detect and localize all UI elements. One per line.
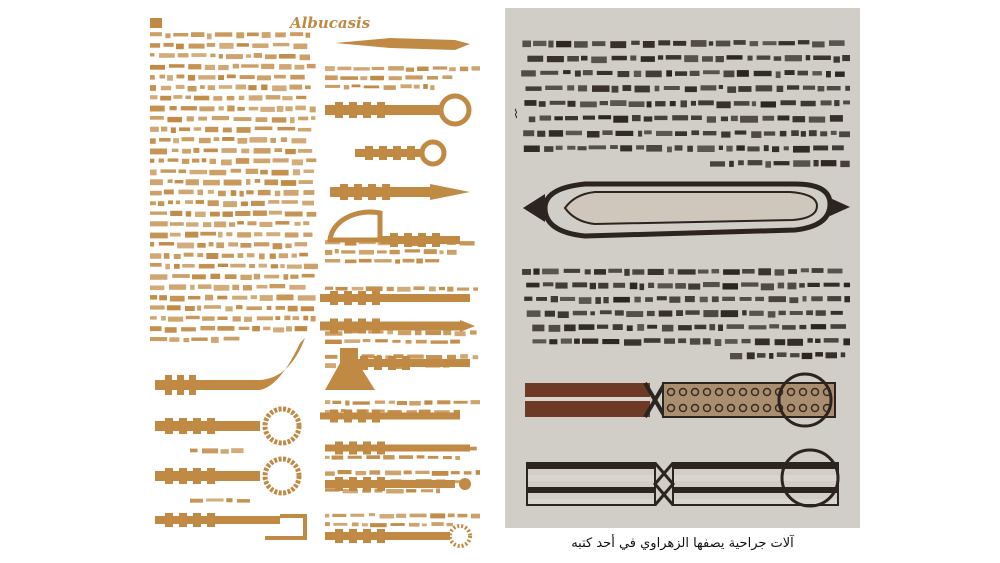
caption-text	[325, 339, 460, 344]
figure-label	[190, 498, 250, 503]
instrument-collar	[390, 233, 398, 247]
hook-drawing	[155, 513, 280, 527]
instrument-collar	[344, 410, 352, 423]
folio-mark	[150, 18, 162, 28]
text-line	[150, 116, 315, 123]
instrument-collar	[344, 291, 352, 305]
heading-lettering: Albucasis	[290, 14, 371, 32]
text-line	[150, 53, 310, 60]
instrument-collar	[340, 184, 348, 200]
instrument-collar	[418, 233, 426, 247]
rod-ornamented-section	[663, 383, 835, 417]
probe-drawing	[320, 291, 470, 305]
margin-mark: ⌇	[513, 107, 519, 121]
text-line	[150, 232, 313, 239]
instrument-collar	[358, 410, 366, 423]
instrument-collar	[335, 442, 343, 455]
instrument-collar	[372, 319, 380, 334]
instrument-shaft	[325, 480, 455, 488]
image-caption: آلات جراحية يصفها الزهراوي في أحد كتبه	[571, 536, 794, 551]
caption-text	[325, 75, 452, 80]
caption-text	[325, 259, 439, 264]
text-line	[150, 179, 313, 186]
text-line	[150, 274, 315, 280]
scalpel-drawing	[335, 38, 470, 50]
instrument-collar	[179, 418, 187, 434]
instrument-collar	[349, 529, 357, 543]
text-line	[150, 211, 316, 218]
instrument-collar	[207, 513, 215, 527]
ring-probe-drawing-2	[355, 146, 420, 160]
needle-drawing-3	[325, 477, 455, 491]
latin-page-illustration	[140, 8, 492, 556]
instrument-shaft	[155, 516, 280, 524]
caption-text	[325, 249, 457, 255]
caption-text	[325, 470, 480, 476]
instrument-collar	[349, 442, 357, 455]
instrument-collar	[179, 468, 187, 484]
text-line	[150, 127, 311, 134]
instrument-collar	[179, 513, 187, 527]
text-line	[150, 200, 314, 207]
lancet-tip	[430, 184, 470, 200]
instrument-collar	[360, 356, 368, 370]
text-line	[150, 316, 316, 322]
text-line	[150, 305, 314, 311]
instrument-shaft	[320, 322, 460, 331]
double-rod-line	[527, 475, 655, 481]
lancet-drawing	[330, 184, 430, 200]
instrument-collar	[365, 146, 373, 160]
instrument-collar	[404, 233, 412, 247]
blade-collar	[165, 375, 172, 395]
text-line	[150, 253, 308, 260]
text-line	[150, 263, 318, 269]
needle-drawing-4	[325, 529, 450, 543]
instrument-collar	[330, 319, 338, 334]
instrument-collar	[335, 477, 343, 491]
instrument-collar	[165, 468, 173, 484]
instrument-collar	[382, 184, 390, 200]
instrument-collar	[349, 477, 357, 491]
instrument-collar	[358, 291, 366, 305]
instrument-collar	[432, 233, 440, 247]
instrument-collar	[193, 513, 201, 527]
double-rod-line	[673, 487, 838, 493]
text-line	[150, 75, 305, 81]
arabic-manuscript-page	[505, 8, 860, 528]
scalpel-blade	[335, 38, 470, 50]
text-line	[150, 158, 316, 165]
caption-text	[325, 286, 478, 291]
caption-text	[325, 66, 480, 72]
instrument-collar	[368, 184, 376, 200]
text-line	[150, 32, 310, 39]
text-line	[150, 137, 306, 144]
caption-text	[325, 84, 435, 90]
text-line	[150, 85, 311, 92]
instrument-collar	[363, 529, 371, 543]
serrated-ring-drawing-2	[155, 468, 260, 484]
probe-tip	[460, 320, 475, 332]
blade-collar	[177, 375, 184, 395]
retractor-inner	[565, 192, 817, 224]
instrument-collar	[349, 102, 357, 118]
instrument-collar	[377, 102, 385, 118]
instrument-collar	[393, 146, 401, 160]
instrument-collar	[363, 102, 371, 118]
instrument-shaft	[325, 532, 450, 540]
instrument-collar	[402, 356, 410, 370]
instrument-collar	[335, 102, 343, 118]
figure-label	[190, 448, 244, 454]
instrument-shaft	[320, 294, 470, 302]
instrument-collar	[374, 356, 382, 370]
ring-probe-drawing	[325, 102, 440, 118]
text-line	[150, 242, 307, 249]
rod-groove	[525, 397, 650, 401]
blade-collar	[189, 375, 196, 395]
text-line	[150, 326, 307, 333]
double-rod-line	[673, 475, 838, 481]
caption-text	[325, 513, 480, 518]
instrument-collar	[193, 468, 201, 484]
caption-text	[325, 455, 460, 460]
instrument-collar	[363, 442, 371, 455]
latin-printed-page	[140, 8, 492, 556]
caption-text	[325, 522, 453, 527]
text-line	[150, 295, 316, 302]
text-line	[150, 284, 306, 291]
ring-loop-2	[422, 142, 444, 164]
instrument-collar	[207, 418, 215, 434]
text-line	[150, 64, 316, 70]
instrument-collar	[358, 319, 366, 334]
instrument-shaft	[325, 445, 470, 452]
instrument-collar	[330, 410, 338, 423]
instrument-collar	[344, 319, 352, 334]
instrument-collar	[193, 418, 201, 434]
serrated-ring-2	[265, 459, 299, 493]
instrument-collar	[335, 529, 343, 543]
instrument-collar	[379, 146, 387, 160]
instrument-collar	[388, 356, 396, 370]
instrument-collar	[165, 513, 173, 527]
instrument-shaft	[320, 413, 460, 420]
instrument-collar	[363, 477, 371, 491]
text-line	[150, 148, 312, 155]
instrument-collar	[377, 477, 385, 491]
double-rod-line	[527, 487, 655, 493]
caption-text	[325, 400, 480, 406]
needle-drawing-2	[325, 442, 470, 455]
instrument-collar	[207, 468, 215, 484]
instrument-collar	[377, 529, 385, 543]
instrument-collar	[407, 146, 415, 160]
text-line	[150, 169, 314, 176]
ring-loop	[441, 96, 469, 124]
instrument-collar	[372, 410, 380, 423]
needle-knob	[459, 478, 471, 490]
instrument-collar	[354, 184, 362, 200]
serrated-ring-drawing	[155, 418, 260, 434]
cautery-arc	[330, 212, 380, 240]
text-line	[150, 337, 239, 343]
instrument-collar	[330, 291, 338, 305]
arabic-manuscript-illustration	[505, 8, 860, 528]
instrument-collar	[165, 418, 173, 434]
instrument-collar	[372, 291, 380, 305]
text-line	[150, 221, 309, 227]
instrument-collar	[377, 442, 385, 455]
toothed-ring	[450, 526, 470, 546]
text-line	[150, 43, 307, 49]
text-line	[150, 190, 314, 197]
text-line	[150, 106, 316, 113]
serrated-ring	[265, 409, 299, 443]
text-line	[150, 95, 306, 101]
